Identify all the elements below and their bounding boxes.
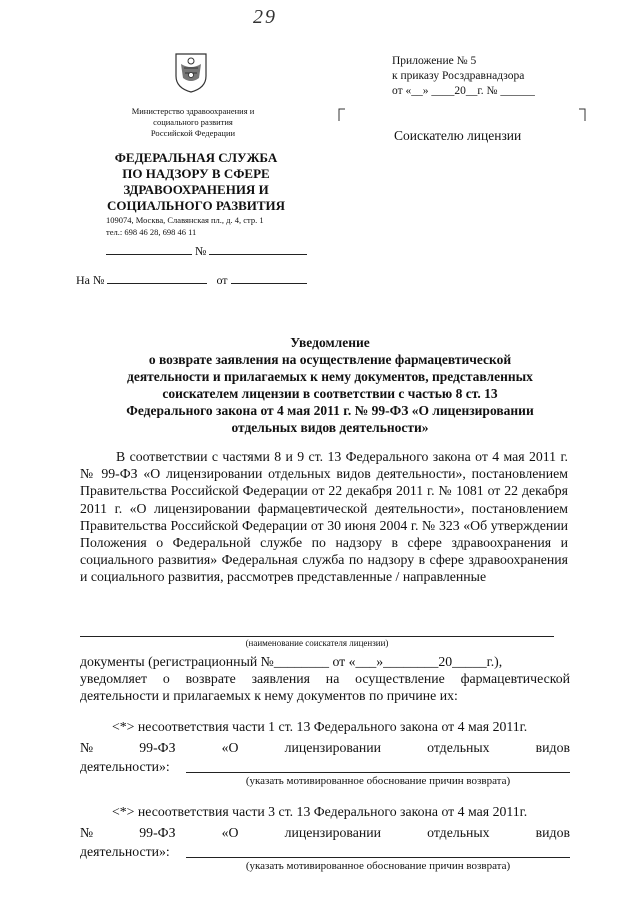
reason-item-1-line3: деятельности»:: [80, 759, 170, 774]
applicant-name-line: [80, 636, 554, 637]
body-paragraph: В соответствии с частями 8 и 9 ст. 13 Федерального закона от 4 мая 2011 г. № 99-ФЗ «О лицензировании отдельных видов деятельности», постановлением Правительства Российской Федерации от 22 декабря 2011 г. № 1081 от 22 декабря 2011 г. «О лицензировании фармацевтической деятельности», постановлением Правительства Российской Федерации от 30 июня 2004 г. № 323 «Об утверждении Положения о Федеральной службе по надзору в сфере здравоохранения и социального развития» Федеральная служба по надзору в сфере здравоохранения и социального развития, рассмотрев представленные / направленные: [80, 449, 568, 585]
reason-item-1-caption: (указать мотивированное обоснование причин возврата): [245, 775, 511, 787]
reason-item-2-blank[interactable]: [186, 857, 570, 858]
agency-address: 109074, Москва, Славянская пл., д. 4, стр. 1 тел.: 698 46 28, 698 46 11: [106, 214, 296, 238]
ministry-name: Министерство здравоохранения и социального развития Российской Федерации: [131, 106, 255, 138]
address-bracket-left: [338, 108, 346, 122]
reason-item-1-line2: № 99-ФЗ «О лицензировании отдельных видов: [80, 740, 570, 755]
reason-item-2-caption: (указать мотивированное обоснование причин возврата): [245, 860, 511, 872]
incoming-reference-line: На № от: [76, 272, 307, 288]
outgoing-number-line: №: [106, 243, 307, 259]
notification-text: уведомляет о возврате заявления на осуществление фармацевтической деятельности и прилагаемых к нему документов по причине их:: [80, 671, 570, 704]
documents-line: документы (регистрационный №________ от «___»________20_____г.),: [80, 654, 503, 669]
reason-item-1-line1: <*> несоответствия части 1 ст. 13 Федерального закона от 4 мая 2011г.: [112, 719, 528, 734]
reason-item-2-line2: № 99-ФЗ «О лицензировании отдельных видов: [80, 825, 570, 840]
appendix-reference: Приложение № 5 к приказу Росздравнадзора от «__» ____20__г. № ______: [392, 55, 535, 97]
agency-name: ФЕДЕРАЛЬНАЯ СЛУЖБА ПО НАДЗОРУ В СФЕРЕ ЗДРАВООХРАНЕНИЯ И СОЦИАЛЬНОГО РАЗВИТИЯ: [106, 150, 286, 213]
agency-phone: тел.: 698 46 28, 698 46 11: [106, 227, 197, 237]
coat-of-arms-icon: [172, 50, 210, 94]
document-title: Уведомление о возврате заявления на осуществление фармацевтической деятельности и прилагаемых к нему документов, представленных соискателем лицензии в соответствии с частью 8 ст. 13 Федерального закона от 4 мая 2011 г. № 99-ФЗ «О лицензировании отдельных видов деятельности»: [126, 335, 534, 435]
reason-item-2-line3: деятельности»:: [80, 844, 170, 859]
applicant-caption: (наименование соискателя лицензии): [245, 638, 389, 648]
page-number: 29: [253, 6, 277, 28]
reason-item-2-line1: <*> несоответствия части 3 ст. 13 Федерального закона от 4 мая 2011г.: [112, 804, 528, 819]
reason-item-1-blank[interactable]: [186, 772, 570, 773]
recipient: Соискателю лицензии: [394, 128, 522, 143]
address-bracket-right: [578, 108, 586, 122]
